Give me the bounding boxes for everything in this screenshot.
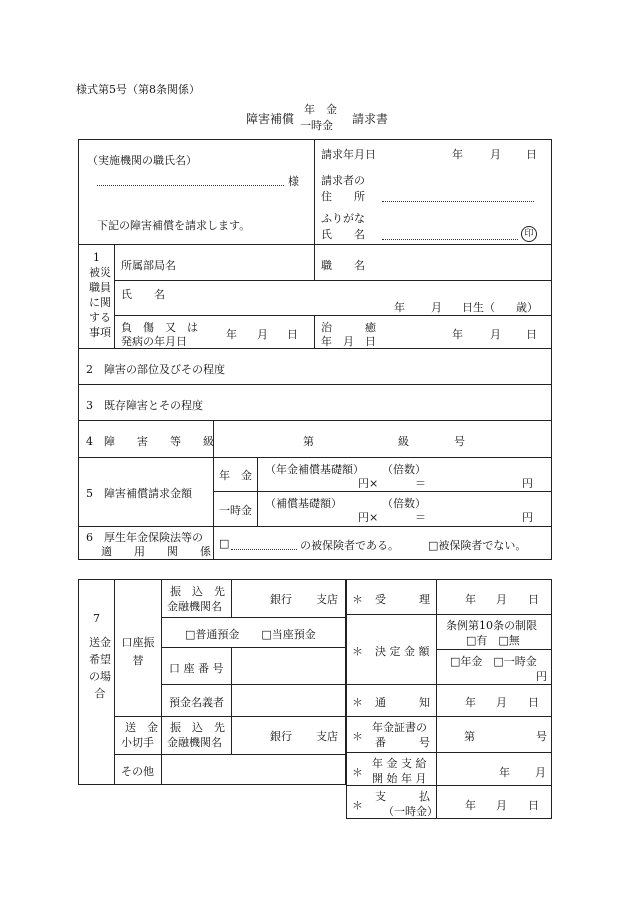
dept-label: 所属部局名 [121, 259, 176, 272]
row-2-label: 2 障害の部位及びその程度 [86, 363, 225, 376]
star-decision: ＊ [352, 645, 363, 658]
payment-year: 年 [465, 799, 476, 812]
form-number: 様式第5号（第8条関係） [76, 83, 200, 96]
cure-month: 月 [490, 328, 501, 341]
notice-month: 月 [496, 696, 507, 709]
start-month: 月 [535, 766, 546, 779]
payment-label-2: （一時金） [383, 805, 438, 818]
sama-text: 様 [288, 175, 299, 188]
transfer-bank-label-1: 振 込 先 [170, 585, 225, 598]
injury-month: 月 [257, 328, 268, 341]
receipt-year: 年 [465, 593, 476, 606]
lump-equals: ＝ [415, 511, 426, 524]
start-label-2: 開 始 年 月 [372, 772, 427, 785]
pension-multiplier: （倍数） [382, 463, 426, 476]
victim-name-label: 氏 名 [121, 288, 165, 301]
injury-label-2: 発病の年月日 [121, 335, 187, 348]
notice-day: 日 [528, 696, 539, 709]
claimant-address-2: 住 所 [321, 190, 365, 203]
claimant-name-label: 氏 名 [321, 228, 365, 241]
lump-multiplier: （倍数） [382, 497, 426, 510]
row-4-label: 4 障 害 等 級 [86, 435, 214, 448]
insured-text: の被保険者である。 [300, 539, 399, 552]
section-7-vertical-label: 送金希望の場合 [89, 636, 111, 700]
furigana-label: ふりがな [321, 212, 365, 225]
insured-checkbox[interactable]: □ [219, 537, 230, 550]
birth-month: 月 [431, 301, 442, 314]
name-line[interactable] [382, 239, 518, 240]
notice-label: 通 知 [375, 696, 430, 709]
transfer-bank-ginko: 銀行 [270, 593, 292, 606]
date-label: 請求年月日 [321, 148, 376, 161]
account-number-label: 口 座 番 号 [169, 662, 224, 675]
cure-label-2: 年 月 日 [321, 335, 376, 348]
pension-base: （年金補償基礎額） [265, 463, 364, 476]
title-pension: 年 金 [304, 103, 337, 116]
comp-base: （補償基礎額） [265, 497, 342, 510]
star-receipt: ＊ [352, 593, 363, 606]
section-7-number: 7 [93, 612, 100, 625]
cure-day: 日 [526, 328, 537, 341]
account-transfer-label: 口座振替 [121, 636, 155, 667]
deposit-type-checkboxes[interactable]: □普通預金 □当座預金 [185, 628, 316, 641]
lump-label: 一時金 [219, 504, 252, 517]
agency-line[interactable] [97, 185, 284, 186]
agency-label: （実施機関の職氏名） [87, 154, 197, 167]
check-bank-label-2: 金融機関名 [167, 736, 222, 749]
grade-dai: 第 [303, 435, 314, 448]
pension-label: 年 金 [219, 469, 252, 482]
injury-year: 年 [226, 328, 237, 341]
certificate-dai: 第 [464, 730, 475, 743]
receipt-day: 日 [528, 593, 539, 606]
start-label-1: 年 金 支 給 [372, 757, 427, 770]
receipt-label: 受 理 [375, 593, 430, 606]
date-month: 月 [490, 148, 501, 161]
title-left: 障害補償 [246, 112, 295, 126]
date-day: 日 [526, 148, 537, 161]
start-year: 年 [499, 766, 510, 779]
pension-equals: ＝ [415, 477, 426, 490]
not-insured-checkbox[interactable]: □被保険者でない。 [428, 539, 527, 552]
decision-amount-label: 決 定 金 額 [375, 645, 430, 658]
pension-lump-checkboxes[interactable]: □年金 □一時金 [450, 655, 537, 668]
birth-text: 日生（ [462, 301, 495, 314]
pension-yen: 円 [522, 477, 533, 490]
transfer-bank-label-2: 金融機関名 [167, 600, 222, 613]
seal-mark: 印 [521, 226, 537, 242]
star-start: ＊ [352, 766, 363, 779]
pension-yen-times: 円× [358, 477, 379, 490]
lump-yen: 円 [522, 511, 533, 524]
injury-label-1: 負 傷 又 は [121, 321, 198, 334]
row-3-label: 3 既存障害とその程度 [86, 399, 203, 412]
check-label-2: 小切手 [121, 736, 154, 749]
certificate-label-2: 番 号 [375, 736, 430, 749]
title-right: 請求書 [352, 112, 389, 126]
article-limit: 条例第10条の制限 [446, 619, 537, 632]
cure-label-1: 治 癒 [321, 321, 376, 334]
payment-day: 日 [528, 799, 539, 812]
check-bank-shiten: 支店 [316, 730, 338, 743]
job-label: 職 名 [321, 259, 365, 272]
notice-year: 年 [465, 696, 476, 709]
injury-day: 日 [287, 328, 298, 341]
cure-year: 年 [452, 328, 463, 341]
claimant-address-1: 請求者の [321, 174, 365, 187]
row-6-label-2: 適 用 関 係 [101, 545, 211, 558]
check-bank-ginko: 銀行 [270, 730, 292, 743]
star-certificate: ＊ [352, 730, 363, 743]
other-label: その他 [121, 765, 154, 778]
account-holder-label: 預金名義者 [169, 696, 224, 709]
decision-yen: 円 [536, 670, 547, 683]
date-year: 年 [452, 148, 463, 161]
check-label-1: 送 金 [125, 721, 158, 734]
transfer-bank-shiten: 支店 [316, 593, 338, 606]
check-bank-label-1: 振 込 先 [170, 721, 225, 734]
payment-month: 月 [496, 799, 507, 812]
payment-label-1: 支 払 [375, 790, 430, 803]
request-text: 下記の障害補償を請求します。 [97, 219, 251, 232]
section-1-number: 1 [93, 251, 100, 264]
star-notice: ＊ [352, 696, 363, 709]
row-6-label-1: 6 厚生年金保険法等の [86, 531, 203, 544]
section-1-vertical-label: 被災職員に関する事項 [89, 266, 111, 339]
row-5-label: 5 障害補償請求金額 [86, 487, 192, 500]
birth-year: 年 [394, 301, 405, 314]
receipt-month: 月 [496, 593, 507, 606]
address-line[interactable] [382, 201, 534, 202]
certificate-go: 号 [536, 730, 547, 743]
lump-yen-times: 円× [358, 511, 379, 524]
grade-go: 号 [454, 435, 465, 448]
insurance-law-line[interactable] [231, 549, 297, 550]
birth-age: 歳） [516, 301, 538, 314]
star-payment: ＊ [352, 799, 363, 812]
certificate-label-1: 年金証書の [372, 721, 427, 734]
grade-kyu: 級 [398, 435, 409, 448]
title-lump: 一時金 [300, 119, 333, 132]
article-yes-no[interactable]: □有 □無 [466, 634, 520, 647]
